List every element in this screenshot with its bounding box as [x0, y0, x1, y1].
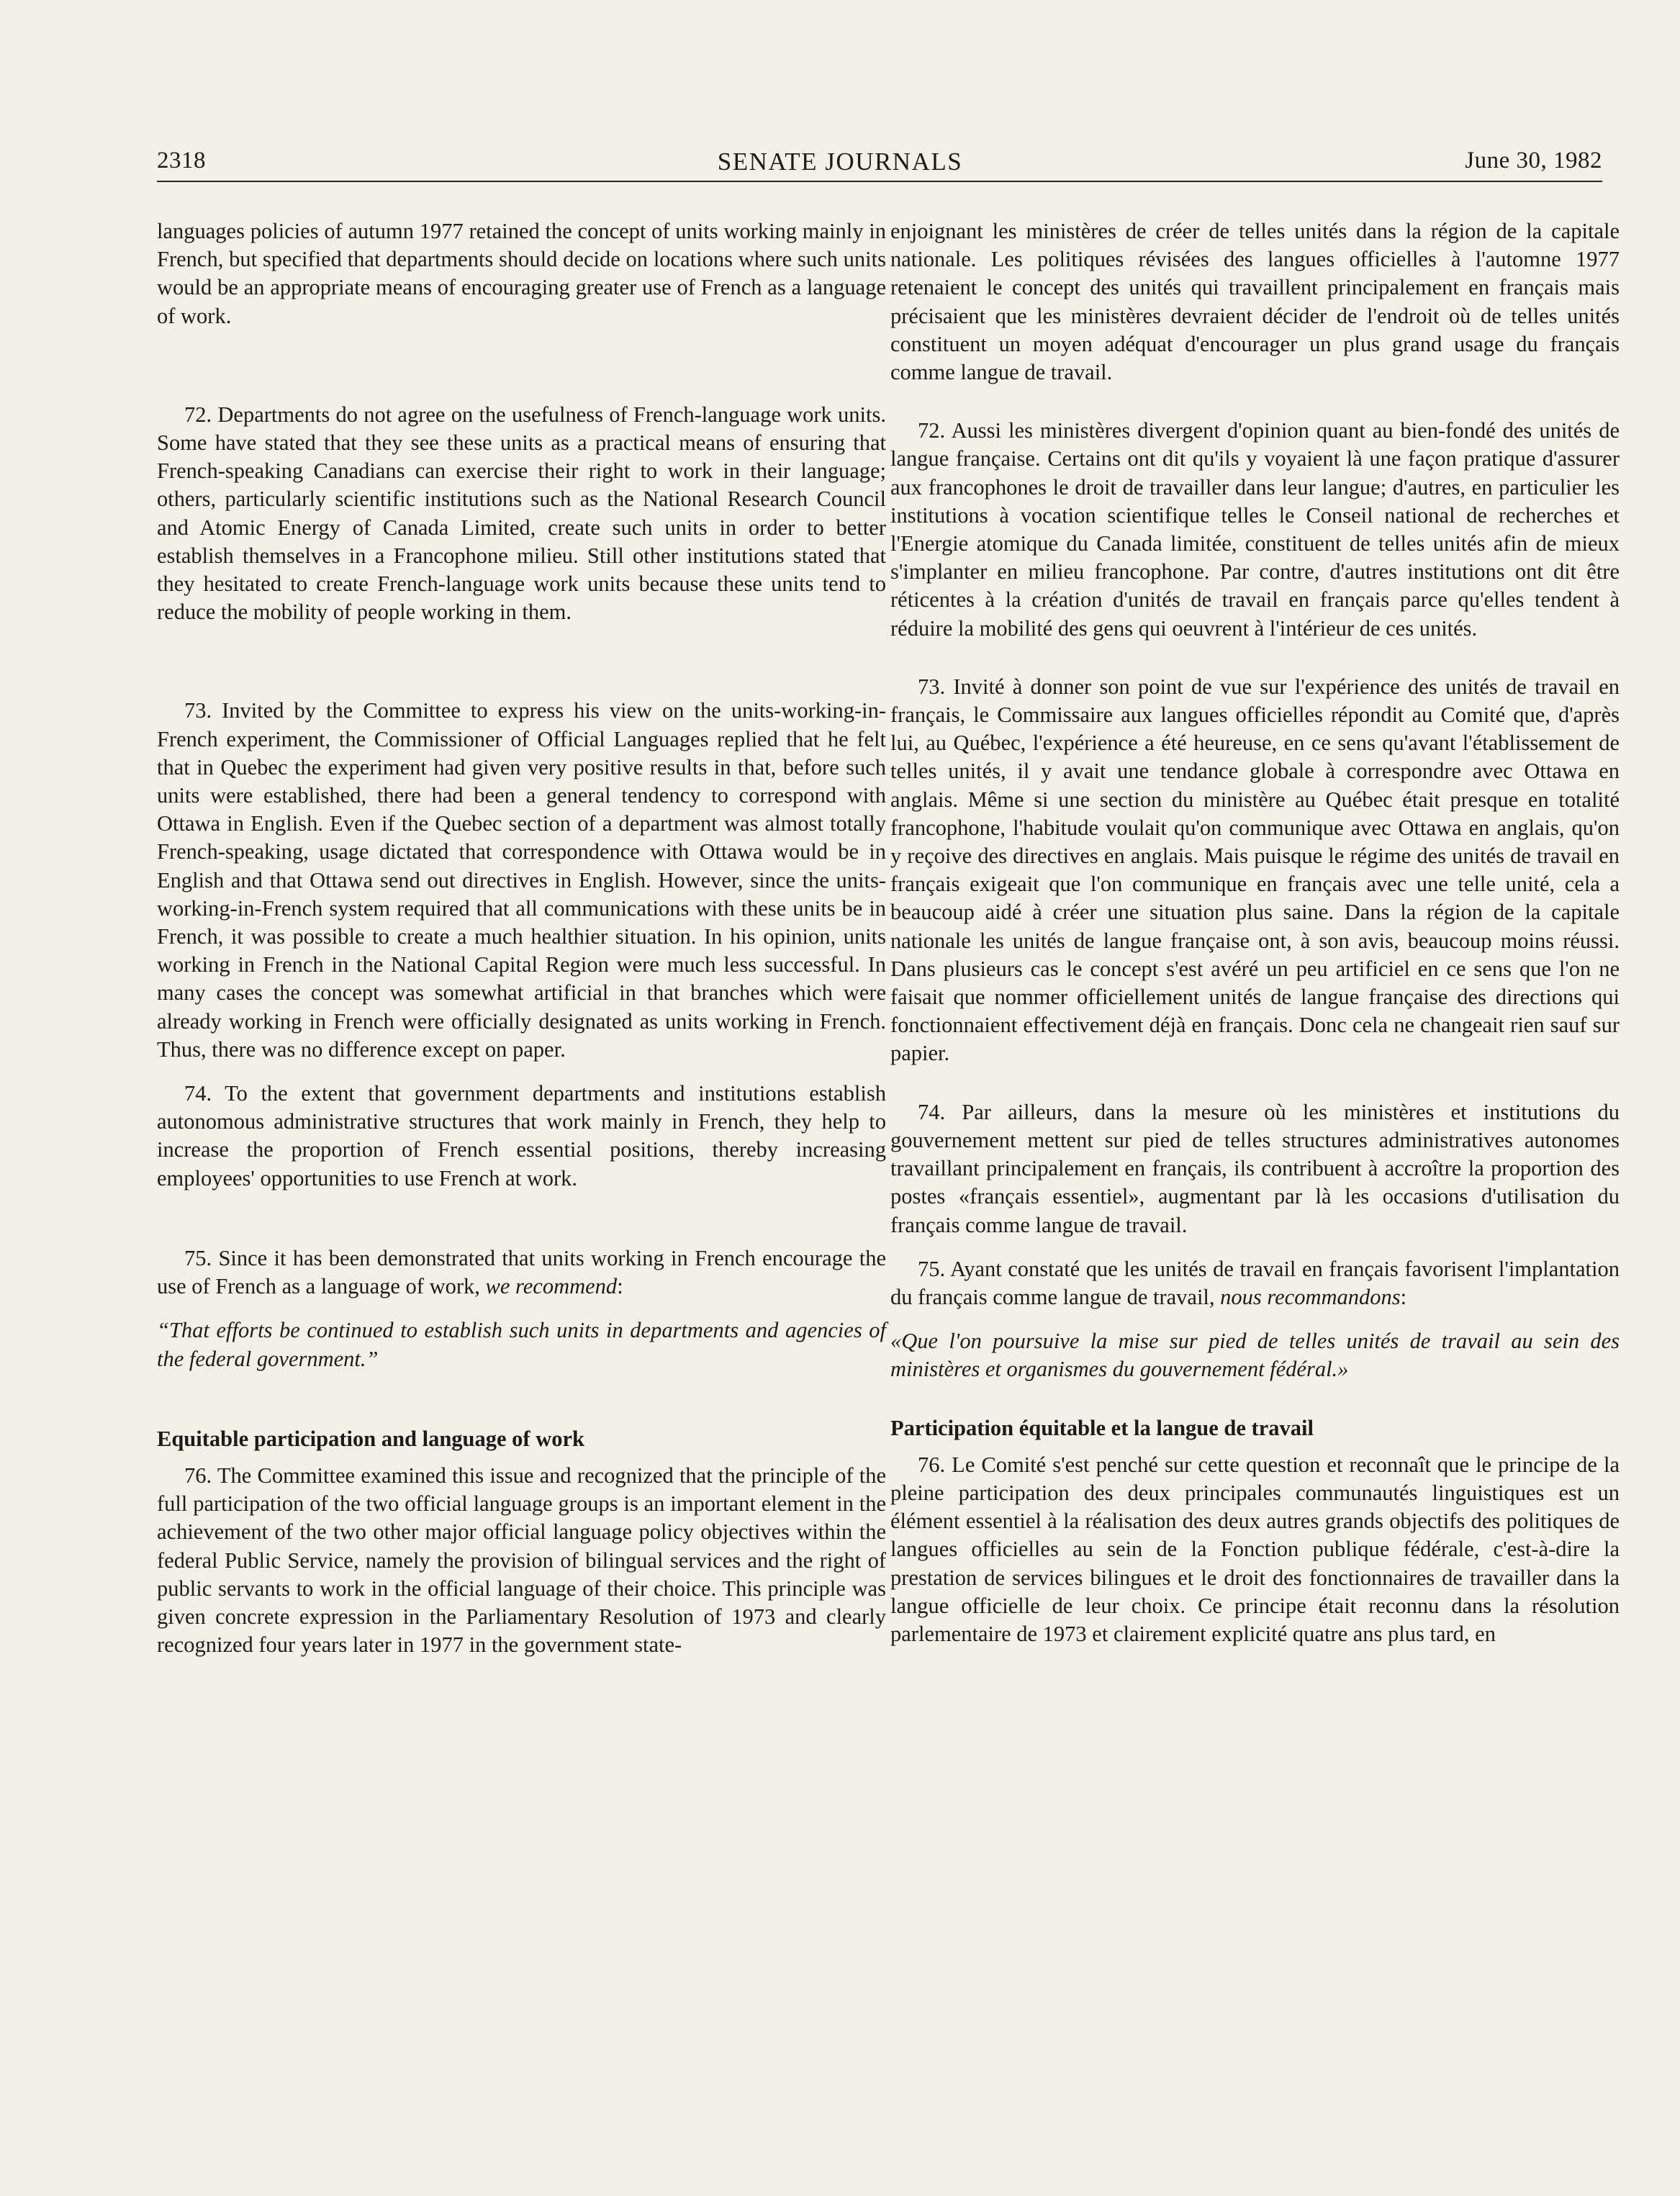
french-paragraph-75-text: 75. Ayant constaté que les unités de travail en français favorisent l'implantation du français comme langue de travail, — [890, 1256, 1620, 1309]
french-paragraph-75 — [890, 1255, 1620, 1311]
french-column — [890, 217, 1620, 1648]
french-recommend-phrase: nous recommandons — [1220, 1284, 1401, 1309]
french-paragraph-72: 72. Aussi les ministères divergent d'opinion quant au bien-fondé des unités de langue française. Certains ont dit qu'ils y voyaient là une façon pratique d'assurer aux francophones le droit de travailler dans leur langue; d'autres, en particulier les institutions à vocation scientifique telles le Conseil national de recherches et l'Energie atomique du Canada limitée, constituent de telles unités afin de mieux s'implanter en milieu francophone. Par contre, d'autres institutions ont dit être réticentes à la création d'unités de travail en français parce qu'elles tendent à réduire la mobilité des gens qui oeuvrent à l'intérieur de ces unités. — [890, 418, 1620, 641]
journal-date: June 30, 1982 — [1465, 148, 1602, 173]
english-intro: languages policies of autumn 1977 retained the concept of units working mainly in French, but specified that departments should decide on locations where such units would be an appropriate means of encouraging greater use of French as a language of work. — [157, 219, 886, 328]
english-recommend-phrase: we recommend — [485, 1274, 618, 1299]
english-paragraph-75-colon: : — [617, 1274, 623, 1299]
page-number: 2318 — [157, 148, 206, 173]
french-paragraph-74: 74. Par ailleurs, dans la mesure où les ministères et institutions du gouvernement mettent sur pied de telles structures administratives autonomes travaillant principalement en français, ils contribuent à accroître la proportion des postes «français essentiel», augmentant par là les occasions d'utilisation du français comme langue de travail. — [890, 1099, 1620, 1237]
french-section-heading: Participation équitable et la langue de travail — [890, 1415, 1314, 1440]
header-rule — [157, 181, 1602, 182]
english-paragraph-74: 74. To the extent that government departments and institutions establish autonomous administrative structures that work mainly in French, they help to increase the proportion of French essential positions, thereby increasing employees' opportunities to use French at work. — [157, 1081, 886, 1190]
english-paragraph-76: 76. The Committee examined this issue and recognized that the principle of the full participation of the two official language groups is an important element in the achievement of the two other major official language policy objectives within the federal Public Service, namely the provision of bilingual services and the right of public servants to work in the official language of their choice. This principle was given concrete expression in the Parliamentary Resolution of 1973 and clearly recognized four years later in 1977 in the government state- — [157, 1463, 886, 1658]
english-section-heading: Equitable participation and language of work — [157, 1426, 584, 1451]
english-paragraph-72: 72. Departments do not agree on the usefulness of French-language work units. Some have stated that they see these units as a practical means of ensuring that French-speaking Canadians can exercise their right to work in their language; others, particularly scientific institutions such as the National Research Council and Atomic Energy of Canada Limited, create such units in order to better establish themselves in a Francophone milieu. Still other institutions stated that they hesitated to create French-language work units because these units tend to reduce the mobility of people working in them. — [157, 402, 886, 625]
french-paragraph-76: 76. Le Comité s'est penché sur cette question et reconnaît que le principe de la pleine participation des deux principales communautés linguistiques est un élément essentiel à la réalisation des deux autres grands objectifs des politiques de langues officielles au sein de la Fonction publique fédérale, c'est-à-dire la prestation de services bilingues et le droit des fonctionnaires de travailler dans la langue officielle de leur choix. Ce principe était reconnu dans la résolution parlementaire de 1973 et clairement explicité quatre ans plus tard, en — [890, 1452, 1620, 1646]
english-paragraph-73: 73. Invited by the Committee to express his view on the units-working-in-French experiment, the Commissioner of Official Languages replied that he felt that in Quebec the experiment had given very positive results in that, before such units were established, there had been a general tendency to correspond with Ottawa in English. Even if the Quebec section of a department was almost totally French-speaking, usage dictated that correspondence with Ottawa would be in English and that Ottawa send out directives in English. However, since the units-working-in-French system required that all communications with these units be in French, it was possible to create a much healthier situation. In his opinion, units working in French in the National Capital Region were much less successful. In many cases the concept was somewhat artificial in that branches which were already working in French were officially designated as units working in French. Thus, there was no difference except on paper. — [157, 698, 886, 1062]
french-paragraph-73: 73. Invité à donner son point de vue sur l'expérience des unités de travail en français, le Commissaire aux langues officielles répondit au Comité que, d'après lui, au Québec, l'expérience a été heureuse, en ce sens qu'avant l'établissement de telles unités, il y avait une tendance globale à correspondre avec Ottawa en anglais. Même si une section du ministère au Québec était presque en totalité francophone, l'habitude voulait qu'on communique avec Ottawa en anglais, qu'on y reçoive des directives en anglais. Mais puisque le régime des unités de travail en français exigeait que l'on communique en français avec une telle unité, cela a beaucoup aidé à créer une situation plus saine. Dans la région de la capitale nationale les unités de langue française ont, à son avis, beaucoup moins réussi. Dans plusieurs cas le concept s'est avéré un peu artificiel en ce sens que l'on ne faisait que nommer officiellement unités de langue française des directions qui fonctionnaient effectivement déjà en français. Donc cela ne changeait rien sauf sur papier. — [890, 674, 1620, 1066]
english-paragraph-75 — [157, 1244, 886, 1301]
french-recommendation-quote: «Que l'on poursuive la mise sur pied de telles unités de travail au sein des ministères et organismes du gouvernement fédéral.» — [890, 1329, 1620, 1382]
english-column — [157, 217, 886, 1659]
french-intro: enjoignant les ministères de créer de telles unités dans la région de la capitale nationale. Les politiques révisées des langues officielles à l'automne 1977 retenaient le concept des unités qui travaillent principalement en français mais précisaient que les ministères devraient décider de l'endroit où de telles unités constituent un moyen adéquat d'encourager un plus grand usage du français comme langue de travail. — [890, 219, 1620, 385]
english-paragraph-75-text: 75. Since it has been demonstrated that units working in French encourage the use of French as a language of work, — [157, 1245, 886, 1299]
french-paragraph-75-colon: : — [1400, 1284, 1407, 1309]
journal-title: SENATE JOURNALS — [717, 148, 963, 176]
english-recommendation-quote: “That efforts be continued to establish such units in departments and agencies of the federal government.” — [157, 1318, 886, 1371]
